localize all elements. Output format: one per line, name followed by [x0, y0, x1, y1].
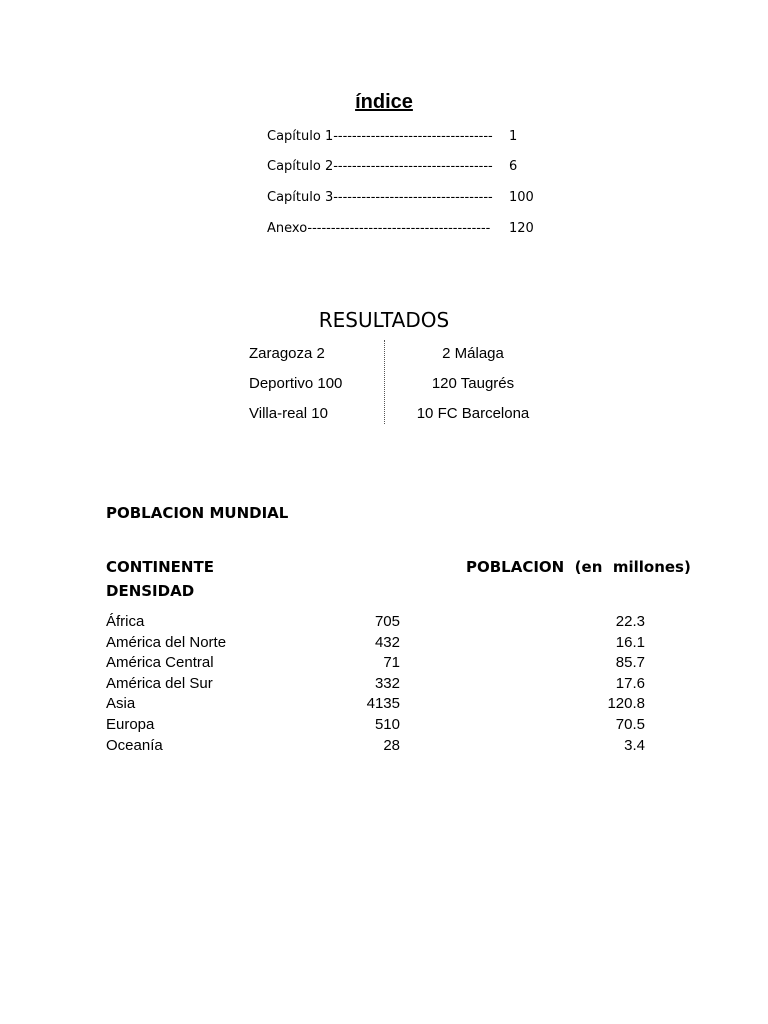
indice-entry-page: 100: [509, 190, 534, 205]
row-continente: África: [106, 613, 145, 630]
row-densidad: 17.6: [615, 675, 645, 692]
row-continente: Europa: [106, 716, 155, 733]
indice-entry-label: Capítulo 1----------------------------------: [267, 129, 493, 144]
row-poblacion: 4135: [366, 695, 400, 712]
resultados-title: RESULTADOS: [318, 308, 450, 332]
indice-entry-label: Capítulo 2----------------------------------: [267, 159, 493, 174]
row-continente: América del Norte: [106, 634, 227, 651]
header-continente: CONTINENTE: [106, 558, 214, 576]
match-home: Deportivo 100: [249, 375, 343, 392]
header-densidad: DENSIDAD: [106, 582, 195, 600]
row-densidad: 85.7: [615, 654, 645, 671]
indice-entry-page: 120: [509, 221, 534, 236]
row-densidad: 16.1: [615, 634, 645, 651]
row-continente: Asia: [106, 695, 136, 712]
row-poblacion: 71: [383, 654, 400, 671]
indice-entry-page: 6: [509, 159, 518, 174]
match-home: Villa-real 10: [249, 405, 328, 422]
poblacion-title: POBLACION MUNDIAL: [106, 504, 289, 522]
match-home: Zaragoza 2: [249, 345, 325, 362]
indice-entry-label: Capítulo 3----------------------------------: [267, 190, 493, 205]
row-continente: Oceanía: [106, 737, 163, 754]
match-away: 10 FC Barcelona: [416, 405, 530, 422]
row-densidad: 3.4: [624, 737, 645, 754]
row-poblacion: 705: [374, 613, 400, 630]
row-continente: América Central: [106, 654, 214, 671]
row-densidad: 70.5: [615, 716, 645, 733]
row-poblacion: 28: [383, 737, 400, 754]
header-poblacion: POBLACION (en millones): [466, 558, 691, 576]
row-poblacion: 510: [374, 716, 400, 733]
match-away: 120 Taugrés: [431, 375, 515, 392]
row-continente: América del Sur: [106, 675, 213, 692]
row-densidad: 22.3: [615, 613, 645, 630]
indice-entry-label: Anexo---------------------------------------: [267, 221, 491, 236]
match-away: 2 Málaga: [442, 345, 504, 362]
row-poblacion: 432: [374, 634, 400, 651]
indice-entry-page: 1: [509, 129, 518, 144]
row-densidad: 120.8: [607, 695, 645, 712]
row-poblacion: 332: [374, 675, 400, 692]
indice-title: índice: [355, 91, 413, 113]
resultados-divider: [384, 340, 385, 424]
